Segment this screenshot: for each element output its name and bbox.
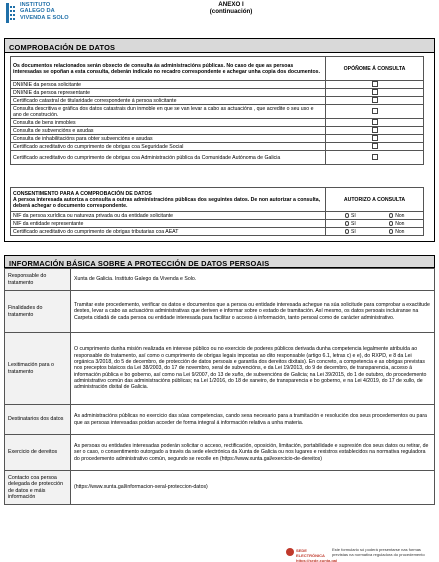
radio-no[interactable] xyxy=(389,221,405,227)
verification-intro: Os documentos relacionados serán obxecto de consulta ás administracións públicas. No caso de que as persoas interesadas se opoñan a esta consulta, deberán indicalo no recadro correspondente e achegar unha copia dos documentos. xyxy=(11,57,326,81)
consent-row-label: NIF da entidade representante xyxy=(11,220,326,228)
annex-title: ANEXO I xyxy=(218,1,244,8)
consent-row-label: NIF da persoa xurídica ou natureza privada ou da entidade solicitante xyxy=(11,212,326,220)
oppose-checkbox-cell xyxy=(326,119,424,127)
consent-row-label: Certificado acreditativo do cumprimento de obrigas tributarias coa AEAT xyxy=(11,228,326,236)
info-text: O cumprimento dunha misión realizada en interese público ou no exercicio de poderes públicos derivada dunha competencia legalmente atribuída ao responsable do tratamento, así como o cumprimento de obrigas legais impostas ao dito responsable (artigo 6.1, letras c) e e), do RXPD, e 8 da Lei orgánica 3/2018, do 5 de decembro, de protección de datos persoais e garantía dos dereitos dixitais). En concreto, a competencia e as obrigas previstas nos preceptos básicos da Lei 38/2003, do 17 de novembro, xeral de subvencións, e da Lei 19/2013, do 9 de decembro, de transparencia, acceso á información pública e bo goberno, así como na Lei 9/2007, do 13 de xuño, de subvencións de Galicia; na Lei 39/2015, do 1 de outubro, do procedemento administrativo común das administracións públicas; na Lei 1/2016, do 18 de xaneiro, de transparencia e bo goberno, e na Lei 4/2019, do 17 de xullo, de administración dixital de Galicia. xyxy=(71,333,435,405)
verification-row-label: Certificado acreditativo do cumprimento de obrigas coa Seguridade Social xyxy=(11,143,326,151)
oppose-checkbox[interactable] xyxy=(372,81,378,87)
oppose-checkbox[interactable] xyxy=(372,89,378,95)
consent-radio-cell xyxy=(326,212,424,220)
consent-radio-cell xyxy=(326,228,424,236)
oppose-checkbox-cell xyxy=(326,89,424,97)
consent-heading xyxy=(11,188,326,212)
annex-heading xyxy=(196,1,266,15)
radio-yes[interactable] xyxy=(345,221,356,227)
radio-no-label: Non xyxy=(395,220,405,227)
data-protection-title: INFORMACIÓN BÁSICA SOBRE A PROTECCIÓN DE DATOS PERSOAIS xyxy=(4,255,435,268)
radio-circle-icon xyxy=(345,229,350,234)
oppose-checkbox-cell xyxy=(326,127,424,135)
section-title: COMPROBACIÓN DE DATOS xyxy=(5,39,434,53)
radio-yes-label: SI xyxy=(351,212,356,219)
info-text: As administracións públicas no exercicio das súas competencias, cando sexa necesario para a tramitación e resolución dos seus procedementos ou para que as persoas interesadas poidan acceder de forma integral á información relativa a unha materia. xyxy=(71,405,435,435)
verification-row-label: Certificado catastral de titularidade correspondente á persoa solicitante xyxy=(11,97,326,105)
oppose-checkbox[interactable] xyxy=(372,143,378,149)
info-label: Lexitimación para o tratamento xyxy=(5,333,71,405)
footer-note: Este formulario só poderá presentarse nas formas previstas na normativa reguladora do procedemento xyxy=(332,547,425,557)
radio-circle-icon xyxy=(389,221,394,226)
info-text: Xunta de Galicia. Instituto Galego da Vivenda e Solo. xyxy=(71,269,435,291)
page-header xyxy=(0,0,439,30)
oppose-checkbox[interactable] xyxy=(372,119,378,125)
oppose-checkbox[interactable] xyxy=(372,127,378,133)
radio-no-label: Non xyxy=(395,212,405,219)
verification-row-label: Consulta descritiva e gráfica dos datos catastrais dun inmoble en que se van levar a cabo as actuacións , que acredite o seu uso e ano de construción. xyxy=(11,105,326,119)
consent-table xyxy=(10,187,424,236)
sede-electronica-icon xyxy=(286,548,294,556)
oppose-checkbox-cell xyxy=(326,135,424,143)
consent-title: CONSENTIMENTO PARA A COMPROBACIÓN DE DATOS xyxy=(13,190,152,197)
verification-row-label: Consulta de bens inmobles xyxy=(11,119,326,127)
verification-row-label: Certificado acreditativo do cumprimento de obrigas coa Administración pública da Comunidade Autónoma de Galicia xyxy=(11,151,326,165)
sede-url: https://sede.xunta.gal xyxy=(296,558,338,562)
radio-circle-icon xyxy=(345,213,350,218)
consent-radio-cell xyxy=(326,220,424,228)
oppose-checkbox[interactable] xyxy=(372,108,378,114)
verification-table xyxy=(10,56,424,165)
info-label: Finalidades do tratamento xyxy=(5,291,71,333)
authorize-header: AUTORIZO A CONSULTA xyxy=(326,188,424,212)
oppose-checkbox[interactable] xyxy=(372,154,378,160)
logo-line: VIVENDA E SOLO xyxy=(20,14,69,21)
oppose-checkbox-cell xyxy=(326,97,424,105)
oppose-checkbox-cell xyxy=(326,143,424,151)
info-label: Destinatarios dos datos xyxy=(5,405,71,435)
logo-line: GALEGO DA xyxy=(20,8,55,15)
radio-yes[interactable] xyxy=(345,213,356,219)
sede-label: SEDE ELECTRÓNICA xyxy=(296,548,325,558)
igvs-logo-mark-icon xyxy=(5,2,17,24)
radio-circle-icon xyxy=(389,213,394,218)
consent-text: A persoa interesada autoriza a consulta a outras administracións públicas dos seguintes datos. De non autorizar a consulta, deberá achegar o documento correspondente. xyxy=(13,196,321,209)
data-protection-table xyxy=(4,268,435,505)
oppose-checkbox-cell xyxy=(326,81,424,89)
logo-text xyxy=(20,2,69,21)
page-footer xyxy=(286,547,438,560)
radio-no[interactable] xyxy=(389,229,405,235)
info-label: Contacto coa persoa delegada de protección de datos e máis información xyxy=(5,471,71,505)
oppose-checkbox-cell xyxy=(326,151,424,165)
igvs-logo xyxy=(5,2,85,28)
verification-row-label: Consulta de inhabilitacións para obter subvencións e axudas xyxy=(11,135,326,143)
verification-row-label: DNI/NIE da persoa representante xyxy=(11,89,326,97)
radio-yes[interactable] xyxy=(345,229,356,235)
radio-circle-icon xyxy=(345,221,350,226)
info-label: Exercicio de dereitos xyxy=(5,435,71,471)
sede-electronica-link[interactable] xyxy=(296,548,338,562)
radio-yes-label: SI xyxy=(351,228,356,235)
info-text: As persoas ou entidades interesadas poderán solicitar o acceso, rectificación, oposición, limitación, portabilidade e supresión dos seus datos ou retirar, de ser o caso, o consentimento outorgado a través da sede electrónica da Xunta de Galicia ou nos lugares e rexistros establecidos na normativa reguladora do procedemento administrativo común, segundo se recolle en (https://www.xunta.gal/exercicio-de-dereitos) xyxy=(71,435,435,471)
radio-circle-icon xyxy=(389,229,394,234)
info-text: Tramitar este procedemento, verificar os datos e documentos que a persoa ou entidade interesada achegue na súa solicitude para comprobar a exactitude destes, levar a cabo as actuacións administrativas que deriven e informar sobre o estado de tramitación. Así mesmo, os datos persoais incluiranse na Carpeta cidadá de cada persoa ou entidade interesada para facilitar o acceso á información, tanto persoal como de carácter administrativo. xyxy=(71,291,435,333)
info-label: Responsable do tratamento xyxy=(5,269,71,291)
logo-line: INSTITUTO xyxy=(20,2,51,8)
radio-no-label: Non xyxy=(395,228,405,235)
verification-row-label: DNI/NIE da persoa solicitante xyxy=(11,81,326,89)
oppose-header: OPÓÑOME Á CONSULTA xyxy=(326,57,424,81)
info-text: (https://www.xunta.gal/informacion-xeral-proteccion-datos) xyxy=(71,471,435,505)
oppose-checkbox-cell xyxy=(326,105,424,119)
radio-no[interactable] xyxy=(389,213,405,219)
radio-yes-label: SI xyxy=(351,220,356,227)
oppose-checkbox[interactable] xyxy=(372,97,378,103)
annex-subtitle: (continuación) xyxy=(209,8,253,15)
oppose-checkbox[interactable] xyxy=(372,135,378,141)
verification-row-label: Consulta de subvencións e axudas xyxy=(11,127,326,135)
